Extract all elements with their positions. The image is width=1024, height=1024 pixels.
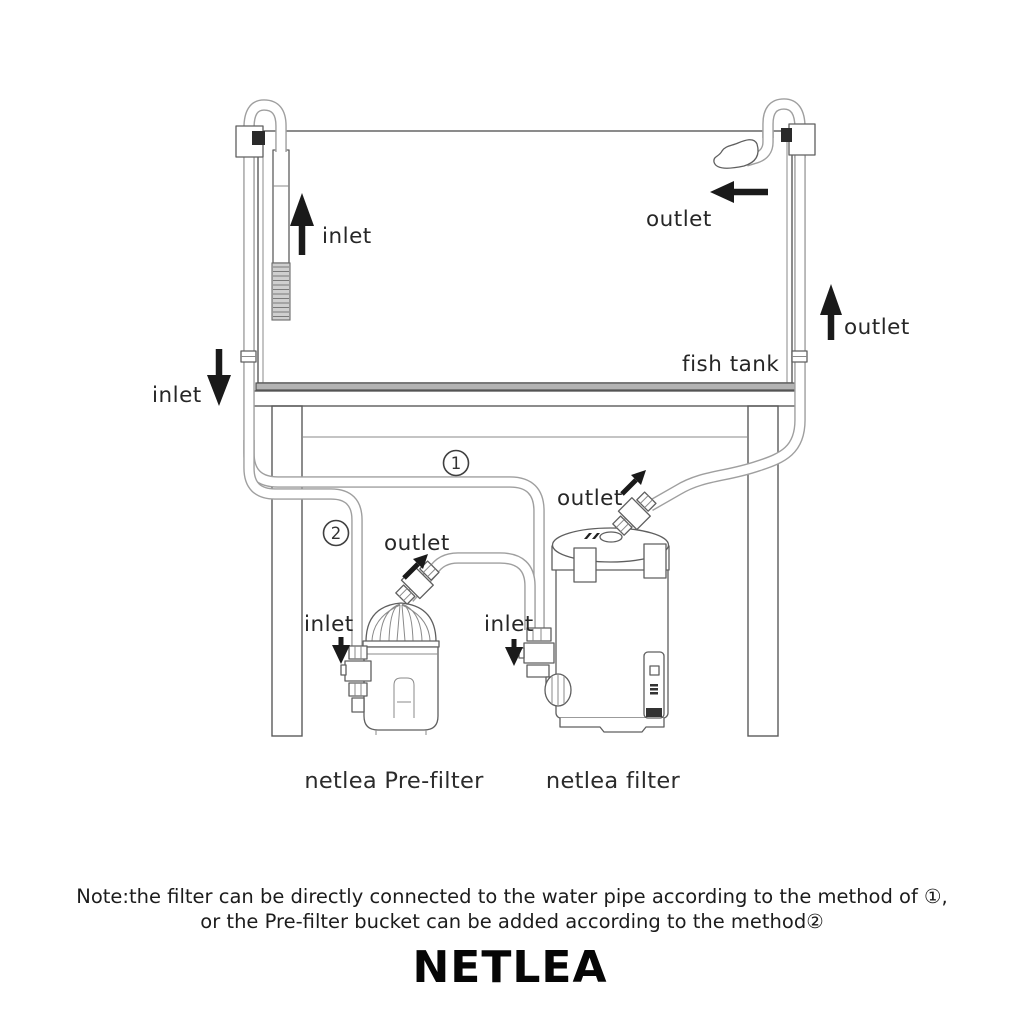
tank-glass-inner-lines [263, 131, 787, 383]
method2-badge-number: 2 [330, 524, 342, 543]
filter-base [560, 718, 664, 732]
filter-panel [644, 652, 664, 718]
label-prefilter-inlet: inlet [304, 612, 354, 637]
filter-lid-clamp-left [574, 548, 596, 582]
note-line1: Note:the filter can be directly connected to the water pipe according to the method of ①, [76, 885, 948, 908]
intake-tube [273, 150, 289, 263]
prefilter-body [364, 647, 438, 730]
table-top [250, 391, 800, 406]
label-prefilter-outlet: outlet [384, 531, 450, 556]
prefilter-dome [366, 603, 436, 642]
label-inlet-top: inlet [322, 224, 372, 249]
method1-badge-number: 1 [450, 454, 462, 473]
label-filter-inlet: inlet [484, 612, 534, 637]
caption-prefilter: netlea Pre-filter [304, 768, 484, 794]
outlet-clamp [789, 124, 815, 155]
brand-logo: NETLEA [412, 942, 608, 993]
intake-assembly [272, 150, 290, 320]
filter-outlet-port [600, 532, 622, 542]
note-line2: or the Pre-filter bucket can be added according to the method② [200, 910, 824, 933]
filter-panel-foot [646, 708, 662, 717]
fish-tank-outline [258, 131, 792, 383]
filter-lid-clamp-right [644, 544, 666, 578]
note-block [76, 885, 947, 933]
outlet-clamp-screw [781, 128, 792, 142]
inlet-clamp-screw [252, 131, 265, 145]
caption-filter: netlea filter [545, 768, 681, 794]
prefilter-feet [376, 730, 426, 735]
filter-outlet-arrow-icon [622, 480, 636, 494]
label-outlet-top: outlet [646, 207, 712, 232]
label-outlet-right: outlet [844, 315, 910, 340]
table-leg-left [272, 406, 302, 736]
label-fish-tank: fish tank [682, 352, 780, 377]
tank-bottom [256, 383, 796, 390]
label-filter-outlet: outlet [557, 486, 623, 511]
label-inlet-left: inlet [152, 383, 202, 408]
prefilter-dome-ring [363, 641, 439, 647]
